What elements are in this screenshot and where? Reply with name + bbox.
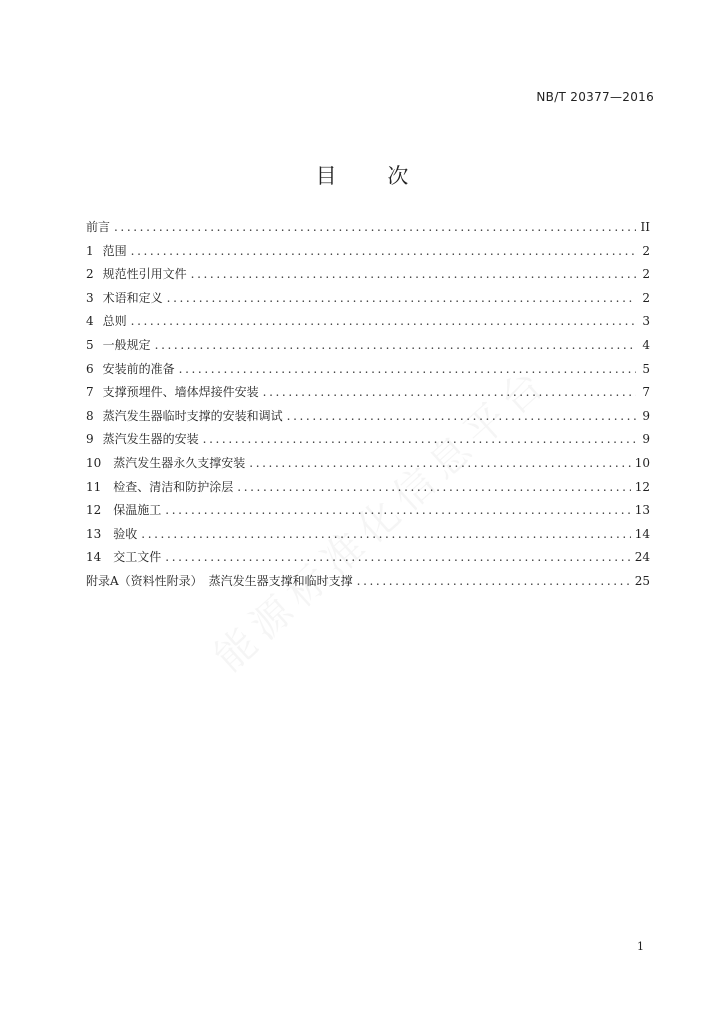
table-of-contents [86, 216, 650, 594]
toc-entry-title: 附录A（资料性附录） 蒸汽发生器支撑和临时支撑 [86, 573, 353, 588]
toc-entry-title: 支撑预埋件、墙体焊接件安装 [102, 385, 259, 400]
toc-entry-number: 14 [86, 550, 102, 565]
toc-leader-dots [114, 216, 636, 240]
toc-entry[interactable] [86, 476, 650, 500]
toc-entry-title: 蒸汽发生器永久支撑安装 [113, 455, 246, 470]
toc-leader-dots [263, 381, 636, 405]
toc-entry-page: 5 [642, 361, 650, 376]
toc-entry-title: 安装前的准备 [102, 361, 175, 376]
toc-leader-dots [237, 476, 630, 500]
toc-leader-dots [167, 287, 636, 311]
toc-entry[interactable] [86, 287, 650, 311]
toc-leader-dots [179, 358, 636, 382]
toc-entry-page: 3 [642, 314, 650, 329]
toc-entry-title: 保温施工 [113, 503, 162, 518]
toc-entry-title: 前言 [86, 220, 111, 234]
toc-entry-number: 2 [86, 267, 94, 282]
toc-entry-page: 2 [642, 243, 650, 258]
toc-entry-title: 交工文件 [113, 550, 162, 565]
toc-entry-number: 1 [86, 243, 94, 258]
toc-entry-page: 7 [642, 385, 650, 400]
toc-entry-number: 7 [86, 385, 94, 400]
toc-leader-dots [131, 240, 636, 264]
toc-leader-dots [141, 523, 630, 547]
toc-entry-page: 14 [634, 526, 650, 541]
toc-leader-dots [357, 570, 631, 594]
toc-entry[interactable] [86, 405, 650, 429]
toc-entry-number: 4 [86, 314, 94, 329]
toc-entry-title: 检查、清洁和防护涂层 [113, 479, 234, 494]
toc-entry[interactable] [86, 428, 650, 452]
toc-entry[interactable] [86, 216, 650, 240]
toc-entry-page: 25 [634, 573, 650, 588]
toc-entry-number: 13 [86, 526, 102, 541]
toc-leader-dots [287, 405, 636, 429]
toc-entry-number: 5 [86, 337, 94, 352]
toc-entry-number: 8 [86, 408, 94, 423]
toc-entry-page: 9 [642, 432, 650, 447]
toc-entry-page: 10 [634, 455, 650, 470]
page-number: 1 [637, 940, 644, 953]
toc-entry[interactable] [86, 523, 650, 547]
toc-entry-page: 2 [642, 267, 650, 282]
toc-entry-title: 总则 [102, 314, 127, 329]
toc-entry[interactable] [86, 240, 650, 264]
toc-entry-title: 术语和定义 [102, 290, 163, 305]
toc-entry-page: 4 [642, 337, 650, 352]
toc-entry-page: 13 [634, 503, 650, 518]
toc-entry-title: 验收 [113, 526, 138, 541]
toc-entry-appendix[interactable] [86, 570, 650, 594]
toc-entry[interactable] [86, 499, 650, 523]
toc-entry-page: 12 [634, 479, 650, 494]
toc-entry-title: 蒸汽发生器的安装 [102, 432, 199, 447]
toc-leader-dots [203, 428, 636, 452]
toc-entry[interactable] [86, 452, 650, 476]
toc-entry-number: 9 [86, 432, 94, 447]
toc-entry-title: 范围 [102, 243, 127, 258]
toc-entry[interactable] [86, 358, 650, 382]
toc-leader-dots [131, 310, 636, 334]
toc-entry-number: 3 [86, 290, 94, 305]
page-title: 目 次 [315, 164, 431, 188]
toc-entry-title: 一般规定 [102, 337, 151, 352]
toc-leader-dots [191, 263, 636, 287]
toc-entry-page: 9 [642, 408, 650, 423]
toc-leader-dots [249, 452, 630, 476]
toc-entry-number: 6 [86, 361, 94, 376]
toc-leader-dots [155, 334, 636, 358]
toc-entry[interactable] [86, 310, 650, 334]
toc-entry-page: II [640, 220, 650, 234]
toc-entry-number: 10 [86, 455, 102, 470]
standard-code: NB/T 20377—2016 [536, 90, 654, 104]
toc-leader-dots [165, 499, 630, 523]
toc-entry[interactable] [86, 263, 650, 287]
toc-entry-number: 11 [86, 479, 102, 494]
toc-entry-title: 规范性引用文件 [102, 267, 187, 282]
toc-entry[interactable] [86, 334, 650, 358]
toc-entry[interactable] [86, 381, 650, 405]
toc-entry-title: 蒸汽发生器临时支撑的安装和调试 [102, 408, 283, 423]
toc-entry-page: 2 [642, 290, 650, 305]
toc-entry-page: 24 [634, 550, 650, 565]
toc-entry-number: 12 [86, 503, 102, 518]
toc-leader-dots [165, 546, 630, 570]
toc-entry[interactable] [86, 546, 650, 570]
